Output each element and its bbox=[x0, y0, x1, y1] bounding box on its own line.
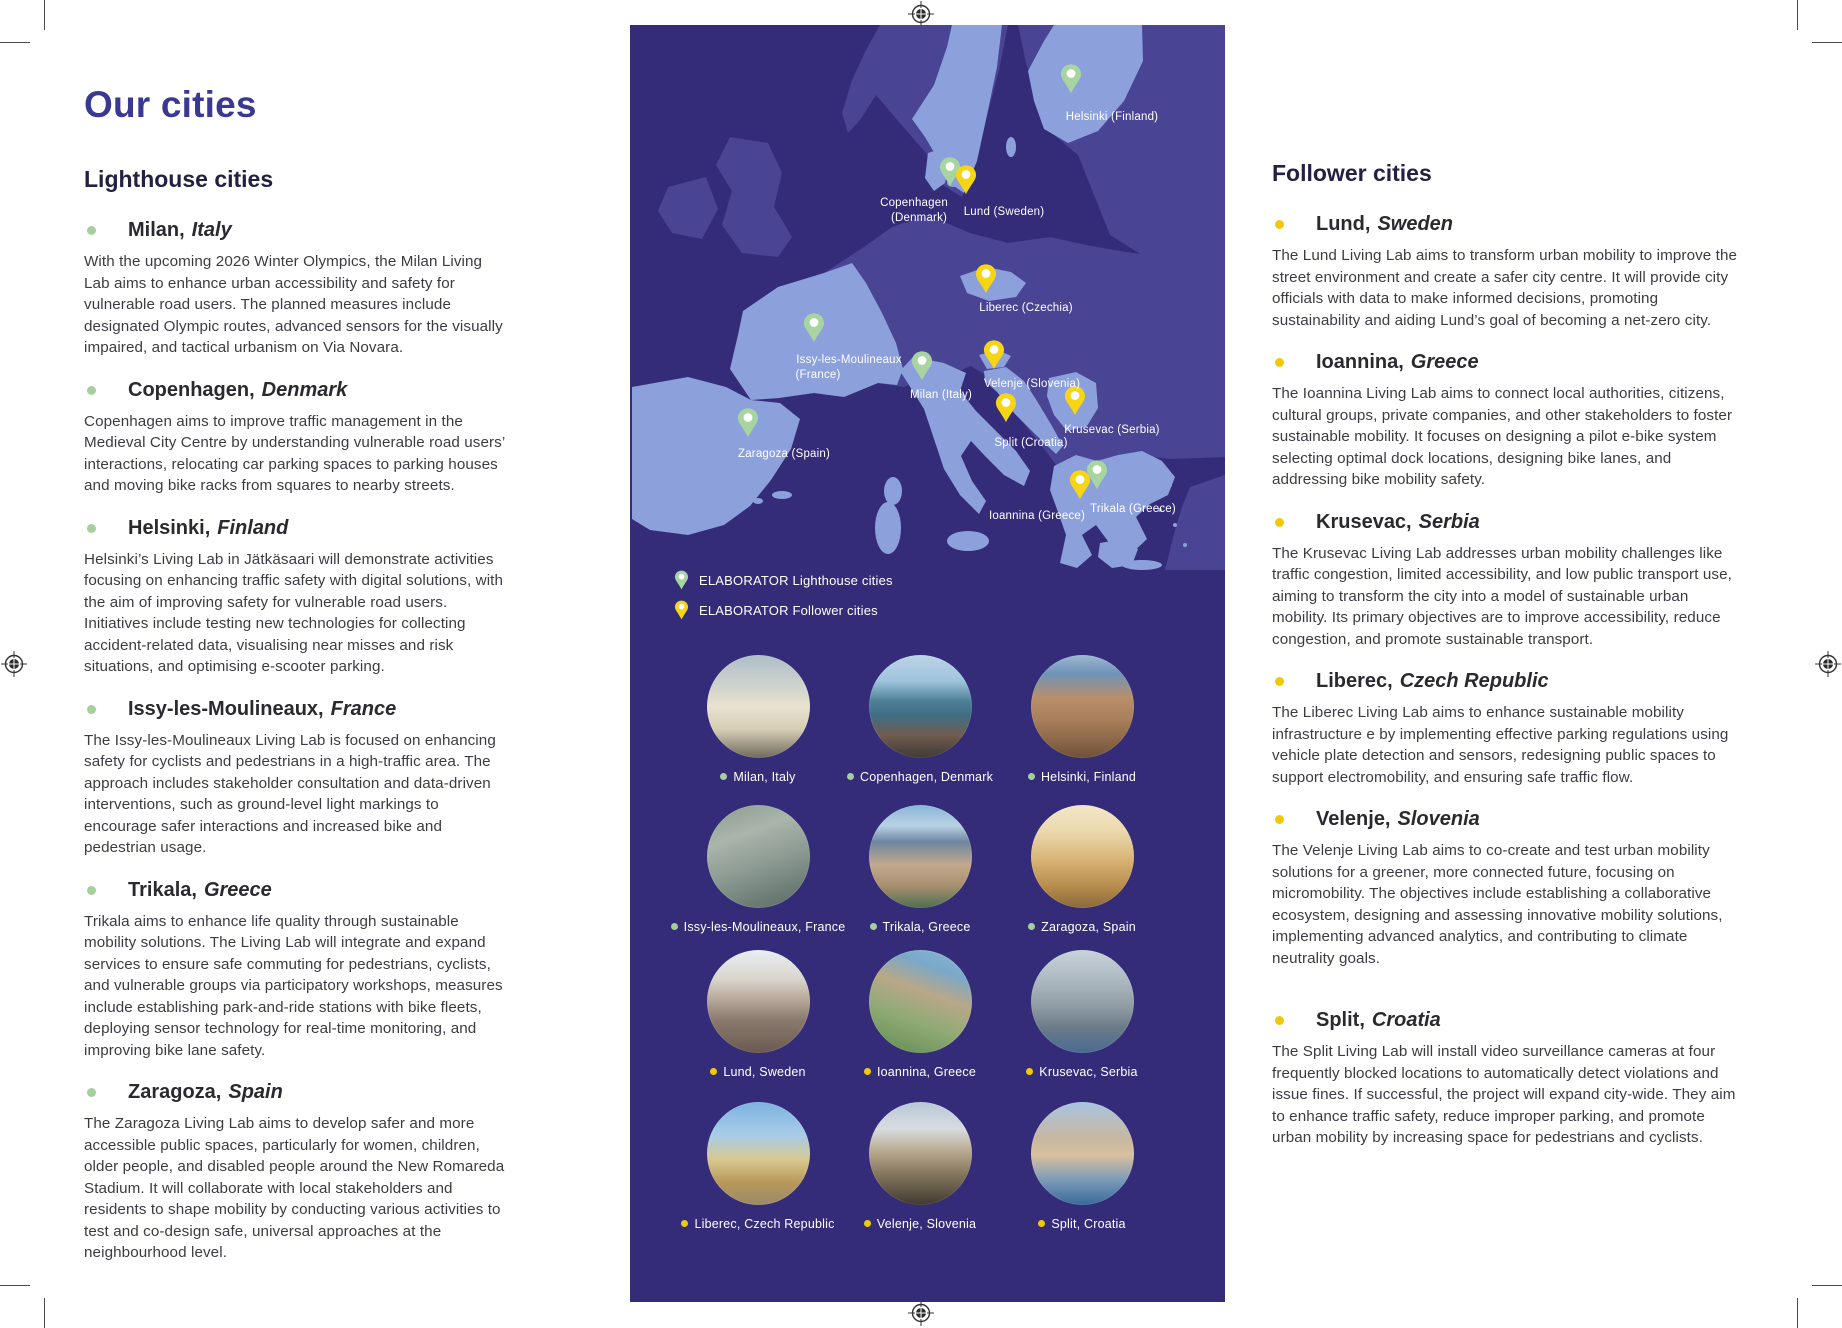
city-heading bbox=[1272, 213, 1746, 236]
country-name: Serbia bbox=[1418, 510, 1480, 533]
ioannina-map-label: Ioannina (Greece) bbox=[988, 510, 1086, 522]
city-photo-copenhagen bbox=[869, 655, 972, 758]
photo-caption bbox=[830, 1217, 1010, 1231]
country-name: Croatia bbox=[1371, 1009, 1441, 1031]
city-heading bbox=[84, 879, 508, 902]
liberec-map-pin-icon bbox=[975, 263, 998, 299]
city-photo-liberec bbox=[707, 1102, 810, 1205]
city-entry-trikala bbox=[84, 879, 508, 1062]
photo-caption-text: Krusevac, Serbia bbox=[1039, 1064, 1138, 1079]
yellow-bullet-icon bbox=[1275, 1016, 1284, 1025]
city-photo-krusevac bbox=[1031, 950, 1134, 1053]
photo-caption bbox=[992, 1217, 1172, 1231]
photo-caption-text: Milan, Italy bbox=[733, 769, 796, 784]
gallery-cell bbox=[668, 1102, 848, 1231]
legend-row-lighthouse bbox=[674, 570, 893, 590]
lund-map-pin-icon bbox=[955, 164, 978, 200]
photo-caption-text: Velenje, Slovenia bbox=[876, 1216, 977, 1231]
crop-mark bbox=[44, 1298, 45, 1328]
trikala-map-pin-icon bbox=[1086, 459, 1109, 495]
city-heading bbox=[84, 517, 508, 540]
split-map-label: Split (Croatia) bbox=[994, 437, 1068, 449]
city-name: Zaragoza, bbox=[128, 1081, 222, 1103]
photo-caption-text: Split, Croatia bbox=[1051, 1216, 1126, 1231]
city-entry-split bbox=[1272, 1009, 1746, 1149]
city-description: The Velenje Living Lab aims to co-create and test urban mobility solutions for a greener, more connected future, focusing on micromobility. The objectives include establishing a collaborative ecosystem, designing and assessing innovative mobility solutions, implementing advanced analytics, and contributing to climate neutrality goals. bbox=[1272, 842, 1723, 967]
city-entry-copenhagen bbox=[84, 379, 508, 497]
city-entry-liberec bbox=[1272, 670, 1746, 788]
velenje-map-pin-icon bbox=[983, 339, 1006, 375]
yellow-bullet-icon bbox=[1275, 677, 1284, 686]
yellow-dot-icon bbox=[1038, 1220, 1045, 1227]
city-heading bbox=[84, 219, 508, 242]
crop-mark bbox=[1812, 1285, 1842, 1286]
city-photo-lund bbox=[707, 950, 810, 1053]
zaragoza-map-label: Zaragoza (Spain) bbox=[737, 448, 831, 460]
city-name: Krusevac, bbox=[1316, 510, 1412, 533]
city-photo-milan bbox=[707, 655, 810, 758]
city-description: The Liberec Living Lab aims to enhance sustainable mobility infrastructure e by implementing effective parking regulations using vehicle plate detection and sensors, redesigning public spaces to support electromobility, and ensuring safe traffic flow. bbox=[1272, 704, 1729, 786]
issy-les-moulineaux-map-label: (France) bbox=[795, 369, 841, 381]
city-description: Copenhagen aims to improve traffic management in the Medieval City Centre by understanding vulnerable road users’ interactions, relocating car parking spaces to parking houses and moving bike racks from squares to nearby streets. bbox=[84, 412, 505, 494]
zaragoza-map-pin-icon bbox=[737, 407, 760, 443]
city-heading bbox=[84, 1081, 508, 1104]
city-photo-ioannina bbox=[869, 950, 972, 1053]
gallery-cell bbox=[668, 950, 848, 1079]
city-heading bbox=[1272, 511, 1746, 534]
green-bullet-icon bbox=[87, 386, 96, 395]
yellow-dot-icon bbox=[864, 1068, 871, 1075]
city-entry-ioannina bbox=[1272, 351, 1746, 491]
country-name: Czech Republic bbox=[1399, 670, 1549, 692]
green-dot-icon bbox=[1028, 923, 1035, 930]
crop-mark bbox=[0, 1285, 30, 1286]
lighthouse-column bbox=[84, 84, 508, 1284]
yellow-bullet-icon bbox=[1275, 815, 1284, 824]
map-panel bbox=[630, 25, 1225, 1302]
issy-les-moulineaux-map-label: Issy-les-Moulineaux bbox=[796, 354, 902, 366]
helsinki-map-pin-icon bbox=[1060, 63, 1083, 99]
green-bullet-icon bbox=[87, 226, 96, 235]
country-name: France bbox=[330, 697, 397, 720]
country-name: Spain bbox=[228, 1081, 283, 1103]
country-name: Slovenia bbox=[1397, 808, 1480, 830]
city-photo-split bbox=[1031, 1102, 1134, 1205]
crop-mark bbox=[1797, 1298, 1798, 1328]
photo-caption bbox=[830, 1065, 1010, 1079]
milan-map-pin-icon bbox=[911, 350, 934, 386]
photo-caption-text: Zaragoza, Spain bbox=[1041, 919, 1136, 934]
country-name: Italy bbox=[191, 219, 232, 241]
green-dot-icon bbox=[671, 923, 678, 930]
photo-caption-text: Issy-les-Moulineaux, France bbox=[683, 919, 846, 934]
yellow-bullet-icon bbox=[1275, 518, 1284, 527]
green-dot-icon bbox=[870, 923, 877, 930]
city-description: The Ioannina Living Lab aims to connect local authorities, citizens, cultural groups, private companies, and other stakeholders to foster sustainable mobility. It focuses on designing a pilot e-bike system selecting optimal dock locations, designing bike lanes, and addressing bike mobility safety. bbox=[1272, 385, 1733, 488]
page-title: Our cities bbox=[84, 84, 257, 125]
lund-map-label: Lund (Sweden) bbox=[963, 206, 1045, 218]
lighthouse-legend-pin-icon bbox=[674, 570, 689, 590]
milan-map-label: Milan (Italy) bbox=[909, 389, 973, 401]
city-entry-milan bbox=[84, 219, 508, 359]
city-description: The Lund Living Lab aims to transform urban mobility to improve the street environment and create a safer city centre. It will provide city officials with data to make informed decisions, promoting sustainability and aiding Lund’s goal of becoming a net-zero city. bbox=[1272, 247, 1738, 329]
city-entry-krusevac bbox=[1272, 511, 1746, 651]
velenje-map-label: Velenje (Slovenia) bbox=[983, 378, 1081, 390]
city-name: Issy-les-Moulineaux, bbox=[128, 697, 324, 720]
city-name: Helsinki, bbox=[128, 516, 211, 539]
city-description: The Krusevac Living Lab addresses urban mobility challenges like traffic congestion, limited accessibility, and low public transport use, aiming to transform the city into a model of sustainable urban mobility. Its primary objectives are to improve accessibility, reduce congestion, and promote sustainable transport. bbox=[1272, 544, 1732, 648]
gallery-cell bbox=[830, 1102, 1010, 1231]
city-name: Split, bbox=[1316, 1009, 1365, 1031]
city-name: Liberec, bbox=[1316, 670, 1393, 692]
country-name: Sweden bbox=[1377, 213, 1454, 235]
city-photo-velenje bbox=[869, 1102, 972, 1205]
gallery-cell bbox=[992, 950, 1172, 1079]
photo-caption bbox=[830, 770, 1010, 784]
city-name: Copenhagen, bbox=[128, 378, 255, 401]
city-name: Ioannina, bbox=[1316, 351, 1404, 373]
photo-caption bbox=[668, 920, 848, 934]
liberec-map-label: Liberec (Czechia) bbox=[979, 302, 1073, 314]
gallery-cell bbox=[992, 655, 1172, 784]
city-photo-issy-les-moulineaux bbox=[707, 805, 810, 908]
follower-city-list bbox=[1272, 213, 1746, 1149]
country-name: Greece bbox=[203, 878, 272, 901]
city-entry-velenje bbox=[1272, 808, 1746, 969]
split-map-pin-icon bbox=[995, 392, 1018, 428]
gallery-cell bbox=[668, 655, 848, 784]
green-bullet-icon bbox=[87, 1088, 96, 1097]
green-dot-icon bbox=[1028, 773, 1035, 780]
europe-map bbox=[630, 25, 1225, 570]
crop-mark bbox=[44, 0, 45, 30]
yellow-bullet-icon bbox=[1275, 358, 1284, 367]
city-entry-lund bbox=[1272, 213, 1746, 331]
photo-caption bbox=[668, 770, 848, 784]
photo-caption-text: Helsinki, Finland bbox=[1040, 769, 1137, 784]
photo-caption-text: Copenhagen, Denmark bbox=[859, 769, 994, 784]
gallery-cell bbox=[830, 950, 1010, 1079]
gallery-cell bbox=[992, 1102, 1172, 1231]
gallery-cell bbox=[830, 805, 1010, 934]
trikala-map-label: Trikala (Greece) bbox=[1090, 503, 1176, 515]
yellow-dot-icon bbox=[681, 1220, 688, 1227]
city-heading bbox=[84, 379, 508, 402]
city-heading bbox=[1272, 1009, 1746, 1032]
photo-caption-text: Trikala, Greece bbox=[882, 919, 971, 934]
photo-caption-text: Lund, Sweden bbox=[723, 1064, 806, 1079]
city-entry-helsinki bbox=[84, 517, 508, 678]
lighthouse-heading: Lighthouse cities bbox=[84, 166, 274, 192]
helsinki-map-label: Helsinki (Finland) bbox=[1065, 111, 1159, 123]
green-bullet-icon bbox=[87, 524, 96, 533]
legend-row-follower bbox=[674, 600, 878, 620]
city-description: The Split Living Lab will install video surveillance cameras at four frequently blocked locations to automatically detect violations and issue fines. If successful, the project will expand city-wide. They aim to enhance traffic safety, reduce improper parking, and promote urban mobility by increasing space for pedestrians and cyclists. bbox=[1272, 1043, 1736, 1146]
city-name: Lund, bbox=[1316, 213, 1371, 235]
yellow-bullet-icon bbox=[1275, 220, 1284, 229]
lighthouse-city-list bbox=[84, 219, 508, 1264]
follower-heading: Follower cities bbox=[1272, 160, 1432, 186]
country-name: Denmark bbox=[261, 378, 348, 401]
city-photo-zaragoza bbox=[1031, 805, 1134, 908]
photo-caption bbox=[830, 920, 1010, 934]
photo-caption bbox=[992, 770, 1172, 784]
city-entry-zaragoza bbox=[84, 1081, 508, 1264]
crop-mark bbox=[1812, 42, 1842, 43]
photo-caption-text: Ioannina, Greece bbox=[876, 1064, 977, 1079]
gallery-cell bbox=[992, 805, 1172, 934]
country-name: Finland bbox=[217, 516, 289, 539]
city-heading bbox=[1272, 670, 1746, 693]
city-photo-trikala bbox=[869, 805, 972, 908]
green-dot-icon bbox=[720, 773, 727, 780]
copenhagen-map-label: Copenhagen bbox=[880, 197, 948, 209]
crop-mark bbox=[0, 42, 30, 43]
krusevac-map-pin-icon bbox=[1064, 385, 1087, 421]
photo-caption bbox=[992, 920, 1172, 934]
registration-mark bbox=[908, 1300, 934, 1326]
city-description: The Issy-les-Moulineaux Living Lab is focused on enhancing safety for cyclists and pedestrians in a high-traffic area. The approach includes stakeholder consultation and data-driven interventions, such as ground-level light markings to encourage safer interactions and increased bike and pedestrian usage. bbox=[84, 731, 496, 856]
gallery-cell bbox=[830, 655, 1010, 784]
city-heading bbox=[84, 698, 508, 721]
city-entry-issy-les-moulineaux bbox=[84, 698, 508, 859]
green-bullet-icon bbox=[87, 705, 96, 714]
copenhagen-map-label: (Denmark) bbox=[890, 212, 948, 224]
city-description: With the upcoming 2026 Winter Olympics, the Milan Living Lab aims to enhance urban accessibility and safety for vulnerable road users. The planned measures include designated Olympic routes, advanced sensors for the visually impaired, and tactical urbanism on Via Novara. bbox=[84, 253, 503, 356]
krusevac-map-label: Krusevac (Serbia) bbox=[1064, 424, 1160, 436]
city-name: Trikala, bbox=[128, 878, 197, 901]
country-name: Greece bbox=[1410, 351, 1479, 373]
photo-caption bbox=[992, 1065, 1172, 1079]
city-description: The Zaragoza Living Lab aims to develop safer and more accessible public spaces, particularly for women, children, older people, and disabled people around the New Romareda Stadium. It will collaborate with local stakeholders and residents to shape mobility by conducting various activities to test and co-design safe, universal approaches at the neighbourhood level. bbox=[84, 1115, 505, 1261]
city-heading bbox=[1272, 351, 1746, 374]
legend-label: ELABORATOR Lighthouse cities bbox=[699, 572, 893, 588]
city-heading bbox=[1272, 808, 1746, 831]
gallery-cell bbox=[668, 805, 848, 934]
legend-label: ELABORATOR Follower cities bbox=[699, 602, 878, 618]
city-photo-helsinki bbox=[1031, 655, 1134, 758]
registration-mark bbox=[1, 651, 27, 677]
registration-mark bbox=[908, 1, 934, 27]
registration-mark bbox=[1815, 651, 1841, 677]
yellow-dot-icon bbox=[1026, 1068, 1033, 1075]
photo-caption bbox=[668, 1065, 848, 1079]
follower-legend-pin-icon bbox=[674, 600, 689, 620]
crop-mark bbox=[1797, 0, 1798, 30]
city-description: Helsinki’s Living Lab in Jätkäsaari will demonstrate activities focusing on enhancing traffic safety with digital solutions, with the aim of improving safety for vulnerable road users. Initiatives include testing new technologies for collecting accident-related data, visualising near misses and risk situations, and optimising e-scooter parking. bbox=[84, 550, 504, 675]
yellow-dot-icon bbox=[864, 1220, 871, 1227]
photo-caption bbox=[668, 1217, 848, 1231]
yellow-dot-icon bbox=[710, 1068, 717, 1075]
issy-les-moulineaux-map-pin-icon bbox=[803, 312, 826, 348]
photo-caption-text: Liberec, Czech Republic bbox=[694, 1216, 835, 1231]
city-name: Milan, bbox=[128, 219, 185, 241]
city-name: Velenje, bbox=[1316, 808, 1391, 830]
green-bullet-icon bbox=[87, 886, 96, 895]
follower-column bbox=[1272, 160, 1746, 1169]
green-dot-icon bbox=[847, 773, 854, 780]
city-description: Trikala aims to enhance life quality through sustainable mobility solutions. The Living Lab will integrate and expand services to ensure safe commuting for pedestrians, cyclists, and vulnerable groups via participatory workshops, measures include establishing park-and-ride stations with bike fleets, deploying sensor technology for real-time monitoring, and improving bike lane safety. bbox=[84, 912, 503, 1059]
